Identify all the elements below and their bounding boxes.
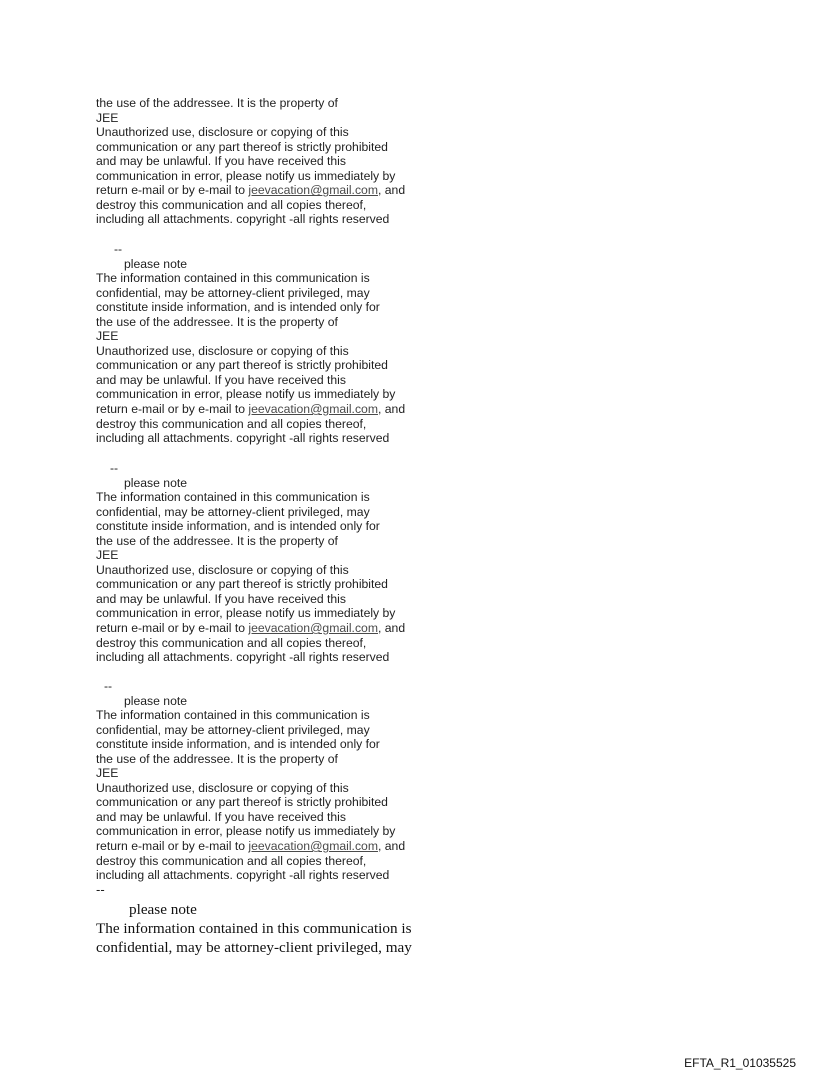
please-note-label: please note	[129, 901, 197, 918]
separator: --	[96, 881, 105, 897]
return-suffix: , and	[377, 839, 406, 854]
disclaimer-line: confidential, may be attorney-client privileged, may	[96, 939, 412, 956]
disclaimer-return-line	[96, 402, 456, 417]
disclaimer-line: communication in error, please notify us immediately by	[96, 824, 396, 839]
disclaimer-line: destroy this communication and all copies thereof,	[96, 853, 367, 868]
return-prefix: return e-mail or by e-mail to	[96, 402, 249, 417]
disclaimer-line: including all attachments. copyright -all rights reserved	[96, 212, 390, 227]
disclaimer-line: Unauthorized use, disclosure or copying of this	[96, 125, 349, 140]
return-prefix: return e-mail or by e-mail to	[96, 621, 249, 636]
disclaimer-return-line	[96, 183, 456, 198]
return-prefix: return e-mail or by e-mail to	[96, 839, 249, 854]
disclaimer-line: and may be unlawful. If you have received this	[96, 809, 346, 824]
return-prefix: return e-mail or by e-mail to	[96, 183, 249, 198]
disclaimer-line: The information contained in this communication is	[96, 271, 370, 286]
disclaimer-line: destroy this communication and all copies thereof,	[96, 635, 367, 650]
disclaimer-line: JEE	[96, 766, 119, 781]
disclaimer-line: and may be unlawful. If you have received this	[96, 591, 346, 606]
disclaimer-line: communication in error, please notify us immediately by	[96, 387, 396, 402]
return-suffix: , and	[377, 402, 406, 417]
disclaimer-line: Unauthorized use, disclosure or copying of this	[96, 343, 349, 358]
email-link[interactable]: jeevacation@gmail.com	[248, 402, 378, 417]
disclaimer-block-1	[96, 96, 456, 227]
please-note-label: please note	[124, 256, 188, 271]
email-link[interactable]: jeevacation@gmail.com	[248, 839, 378, 854]
document-id-footer: EFTA_R1_01035525	[684, 1056, 796, 1070]
disclaimer-line: constitute inside information, and is intended only for	[96, 737, 380, 752]
disclaimer-line: including all attachments. copyright -all rights reserved	[96, 431, 390, 446]
disclaimer-line: communication or any part thereof is strictly prohibited	[96, 577, 388, 592]
disclaimer-line: the use of the addressee. It is the property of	[96, 96, 338, 110]
disclaimer-line: destroy this communication and all copies thereof,	[96, 197, 367, 212]
disclaimer-return-line	[96, 621, 456, 636]
disclaimer-return-line	[96, 839, 456, 854]
disclaimer-line: confidential, may be attorney-client privileged, may	[96, 504, 370, 519]
return-suffix: , and	[377, 621, 406, 636]
disclaimer-line: constitute inside information, and is intended only for	[96, 300, 380, 315]
disclaimer-line: and may be unlawful. If you have received this	[96, 372, 346, 387]
disclaimer-line: The information contained in this communication is	[96, 920, 412, 937]
disclaimer-line: confidential, may be attorney-client privileged, may	[96, 285, 370, 300]
return-suffix: , and	[377, 183, 406, 198]
disclaimer-line: the use of the addressee. It is the property of	[96, 751, 338, 766]
disclaimer-line: communication or any part thereof is strictly prohibited	[96, 358, 388, 373]
separator: --	[110, 461, 119, 475]
disclaimer-line: including all attachments. copyright -all rights reserved	[96, 650, 390, 665]
disclaimer-block-4	[96, 679, 456, 897]
disclaimer-line: Unauthorized use, disclosure or copying of this	[96, 780, 349, 795]
disclaimer-block-final	[96, 900, 456, 957]
disclaimer-line: communication in error, please notify us immediately by	[96, 606, 396, 621]
disclaimer-line: communication or any part thereof is strictly prohibited	[96, 139, 388, 154]
disclaimer-line: destroy this communication and all copies thereof,	[96, 416, 367, 431]
please-note-label: please note	[124, 693, 188, 708]
disclaimer-line: confidential, may be attorney-client privileged, may	[96, 722, 370, 737]
disclaimer-line: communication or any part thereof is strictly prohibited	[96, 795, 388, 810]
disclaimer-line: JEE	[96, 329, 119, 344]
disclaimer-line: JEE	[96, 110, 119, 125]
disclaimer-line: communication in error, please notify us immediately by	[96, 168, 396, 183]
separator: --	[114, 242, 123, 256]
disclaimer-line: the use of the addressee. It is the property of	[96, 314, 338, 329]
disclaimer-line: constitute inside information, and is intended only for	[96, 519, 380, 534]
email-link[interactable]: jeevacation@gmail.com	[248, 183, 378, 198]
separator: --	[104, 679, 113, 693]
disclaimer-line: the use of the addressee. It is the property of	[96, 533, 338, 548]
disclaimer-line: The information contained in this communication is	[96, 490, 370, 505]
disclaimer-line: and may be unlawful. If you have received this	[96, 154, 346, 169]
disclaimer-line: The information contained in this communication is	[96, 708, 370, 723]
disclaimer-block-2	[96, 242, 456, 446]
please-note-label: please note	[124, 475, 188, 490]
disclaimer-line: JEE	[96, 548, 119, 563]
email-link[interactable]: jeevacation@gmail.com	[248, 621, 378, 636]
disclaimer-line: Unauthorized use, disclosure or copying of this	[96, 562, 349, 577]
disclaimer-block-3	[96, 461, 456, 665]
disclaimer-line: including all attachments. copyright -all rights reserved	[96, 868, 390, 883]
